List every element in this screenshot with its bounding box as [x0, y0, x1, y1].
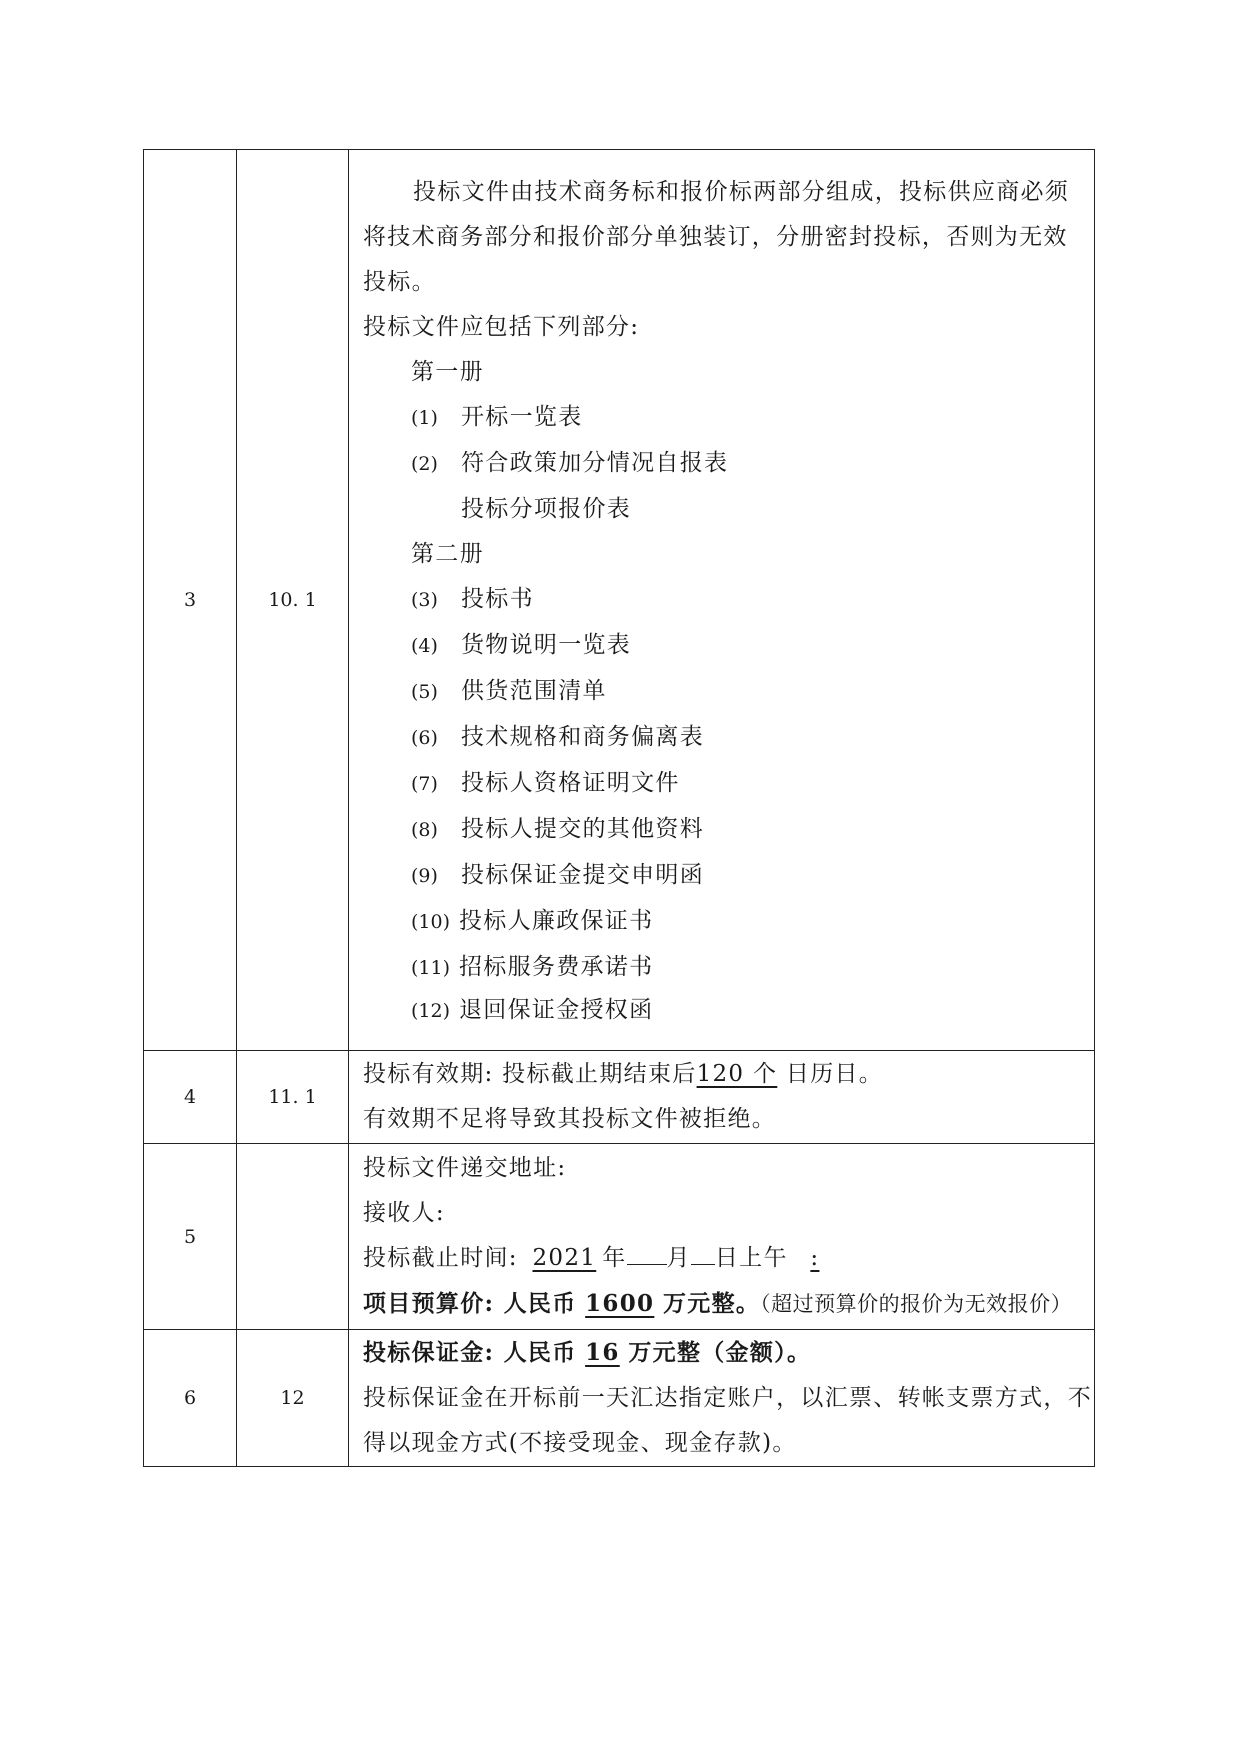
- item-text: 投标人廉政保证书: [459, 908, 654, 934]
- item-text: 货物说明一览表: [461, 632, 632, 658]
- deadline-line: [363, 1236, 1084, 1281]
- item-text: 供货范围清单: [461, 678, 607, 704]
- contents-heading: 投标文件应包括下列部分:: [363, 314, 640, 340]
- month-blank: [627, 1242, 667, 1265]
- item-text: 投标书: [461, 586, 534, 612]
- budget-amount: 1600: [585, 1290, 655, 1317]
- row-content: [349, 1330, 1095, 1467]
- row-number: 3: [144, 150, 237, 1051]
- row-content: [349, 150, 1095, 1051]
- time-blank: :: [810, 1245, 820, 1271]
- deposit-text: 得以现金方式(不接受现金、现金存款)。: [363, 1430, 797, 1456]
- day-blank: [691, 1242, 715, 1265]
- list-item: [363, 577, 1084, 623]
- row-content: [349, 1051, 1095, 1144]
- item-number: (11): [411, 957, 451, 979]
- intro-line: 投标文件由技术商务标和报价标两部分组成，投标供应商必须: [413, 179, 1070, 205]
- list-item: [363, 991, 1084, 1030]
- item-number: (1): [411, 407, 438, 429]
- list-item: [363, 395, 1084, 441]
- item-text: 招标服务费承诺书: [459, 954, 654, 980]
- item-number: (6): [411, 727, 438, 749]
- item-number: (2): [411, 453, 438, 475]
- budget-line: [363, 1281, 1084, 1327]
- item-text: 退回保证金授权函: [459, 997, 654, 1023]
- volume-title: 第二册: [411, 541, 484, 567]
- budget-label: 项目预算价: 人民币: [363, 1290, 577, 1317]
- row-number: 5: [144, 1144, 237, 1330]
- list-item: [363, 945, 1084, 991]
- list-item: [363, 669, 1084, 715]
- item-text: 投标保证金提交申明函: [461, 862, 704, 888]
- clause-number: 10. 1: [237, 150, 349, 1051]
- list-item: [363, 807, 1084, 853]
- budget-unit: 万元整。: [662, 1290, 761, 1317]
- item-number: (5): [411, 681, 438, 703]
- table-row: [144, 1144, 1095, 1330]
- deposit-line: [363, 1330, 1084, 1376]
- item-text: 投标人资格证明文件: [461, 770, 680, 796]
- deposit-unit: 万元整（金额）。: [628, 1339, 812, 1366]
- item-number: (3): [411, 589, 438, 611]
- row-content: [349, 1144, 1095, 1330]
- item-number: (4): [411, 635, 438, 657]
- clause-number: 12: [237, 1330, 349, 1467]
- item-number: (8): [411, 819, 438, 841]
- validity-line: [363, 1052, 1084, 1097]
- budget-note: （超过预算价的报价为无效报价）: [760, 1292, 1073, 1316]
- day-char: 日上午: [714, 1245, 788, 1271]
- list-item: [363, 761, 1084, 807]
- validity-days: 120 个: [696, 1061, 778, 1087]
- validity-suffix: 日历日。: [785, 1061, 884, 1087]
- table-row: [144, 1330, 1095, 1467]
- row-number: 6: [144, 1330, 237, 1467]
- row-number: 4: [144, 1051, 237, 1144]
- item-number: (7): [411, 773, 438, 795]
- item-text: 技术规格和商务偏离表: [461, 724, 704, 750]
- item-number: (9): [411, 865, 438, 887]
- deposit-amount: 16: [585, 1339, 620, 1366]
- clause-number: [237, 1144, 349, 1330]
- list-item: [363, 853, 1084, 899]
- intro-line: 将技术商务部分和报价部分单独装订，分册密封投标，否则为无效: [363, 224, 1068, 250]
- item-text: 符合政策加分情况自报表: [461, 450, 729, 476]
- intro-line: 投标。: [363, 269, 436, 295]
- clause-number: 11. 1: [237, 1051, 349, 1144]
- validity-prefix: 投标有效期: 投标截止期结束后: [363, 1061, 697, 1087]
- deadline-label: 投标截止时间:: [363, 1245, 518, 1271]
- item-number: (12): [411, 1000, 451, 1022]
- receiver-label: 接收人:: [363, 1200, 445, 1226]
- list-subitem: 投标分项报价表: [461, 496, 632, 522]
- list-item: [363, 715, 1084, 761]
- list-item: [363, 441, 1084, 487]
- deadline-year: 2021: [532, 1245, 597, 1271]
- year-char: 年: [602, 1245, 627, 1271]
- tender-info-table: [143, 149, 1095, 1467]
- address-label: 投标文件递交地址:: [363, 1155, 567, 1181]
- volume-title: 第一册: [411, 359, 484, 385]
- table-row: [144, 150, 1095, 1051]
- item-number: (10): [411, 911, 451, 933]
- item-text: 开标一览表: [461, 404, 583, 430]
- month-char: 月: [666, 1245, 691, 1271]
- item-text: 投标人提交的其他资料: [461, 816, 704, 842]
- list-item: [363, 623, 1084, 669]
- deposit-text: 投标保证金在开标前一天汇达指定账户，以汇票、转帐支票方式，不: [363, 1385, 1092, 1411]
- table-row: [144, 1051, 1095, 1144]
- list-item: [363, 899, 1084, 945]
- deposit-label: 投标保证金: 人民币: [363, 1339, 577, 1366]
- validity-note: 有效期不足将导致其投标文件被拒绝。: [363, 1106, 777, 1132]
